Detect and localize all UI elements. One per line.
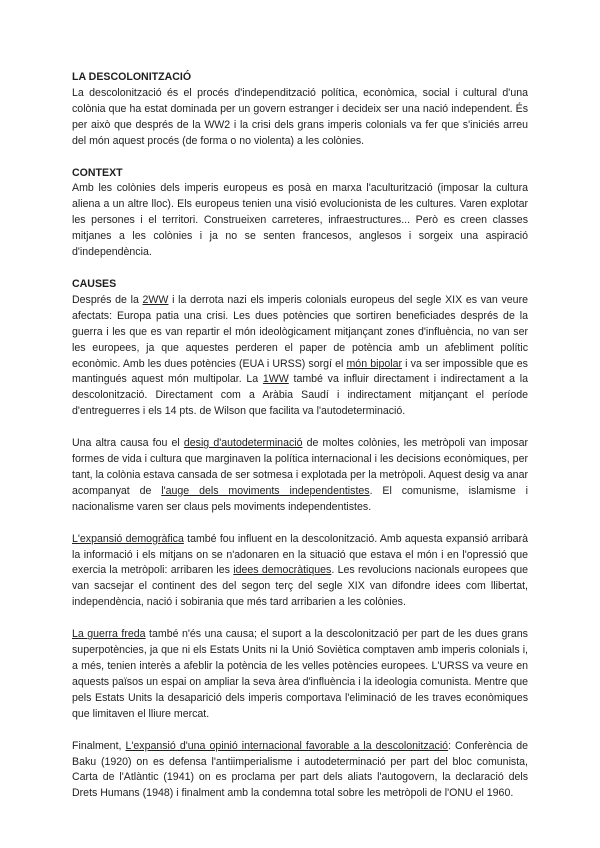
- underlined-auge-moviments: l'auge dels moviments independentistes: [161, 484, 370, 497]
- paragraph-causes-1: Després de la 2WW i la derrota nazi els imperis colonials europeus del segle XIX es van veure afectats: Europa patia una crisi. Les dues potències que sortiren beneficiades després de la guerra i les que es van repartir el món ideològicament mitjançant zones d'influència, no van ser les europees, ja que aquestes perderen el paper de potència amb un afebliment polític econòmic. Amb les dues potències (EUA i URSS) sorgí el món bipolar i va ser impossible que es mantingués aquest món multipolar. La 1WW també va influir directament i indirectament a la descolonització. Directament com a Aràbia Saudí i indirectament mitjançant el període d'entreguerres i els 14 pts. de Wilson que facilita va l'autodeterminació.: [72, 293, 528, 418]
- underlined-2ww: 2WW: [142, 293, 169, 306]
- underlined-desig-autodeterminacio: desig d'autodeterminació: [183, 437, 303, 450]
- document-page: [72, 70, 528, 802]
- heading-context: CONTEXT: [72, 166, 123, 179]
- spacer: [72, 723, 528, 739]
- spacer: [72, 611, 528, 627]
- paragraph-context: Amb les colònies dels imperis europeus es posà en marxa l'aculturització (imposar la cultura aliena a un altre lloc). Els europeus tenien una visió evolucionista de les cultures. Varen explotar les persones i el territori. Construeixen carreteres, infraestructures... Però es creen classes mitjanes a les colònies i ja no se senten francesos, anglesos i sorgeix una aspiració d'independència.: [72, 182, 528, 259]
- spacer: [72, 150, 528, 166]
- paragraph-causes-4: La guerra freda també n'és una causa; el suport a la descolonització per part de les dues grans superpotències, ja que ni els Estats Units ni la Unió Soviètica comptaven amb imperis colonials i, a més, tenien interès a afeblir la potència de les velles potències europees. L'URSS va veure en aquests països un espai on ampliar la seva àrea d'influència i la ideologia comunista. Mentre que pels Estats Units la desaparició dels imperis comportava l'eliminació de les traves econòmiques que limitaven el lliure mercat.: [72, 628, 528, 720]
- spacer: [72, 420, 528, 436]
- heading-causes: CAUSES: [72, 277, 117, 290]
- spacer: [72, 516, 528, 532]
- underlined-1ww: 1WW: [262, 373, 289, 386]
- paragraph-causes-5: Finalment, L'expansió d'una opinió internacional favorable a la descolonització: Conferència de Baku (1920) on es defensa l'antiimperialisme i autodeterminació per part del bloc comunista, Carta de l'Atlàntic (1941) on es proclama per part dels aliats l'autogovern, la declaració dels Drets Humans (1948) i finalment amb la condemna total sobre les metròpoli de l'ONU el 1960.: [72, 739, 528, 800]
- underlined-guerra-freda: La guerra freda: [72, 628, 146, 641]
- underlined-opinio-internacional: L'expansió d'una opinió internacional favorable a la descolonització: [125, 739, 449, 752]
- heading-descolonitzacio: LA DESCOLONITZACIÓ: [72, 71, 192, 83]
- paragraph-causes-2: Una altra causa fou el desig d'autodeterminació de moltes colònies, les metròpoli van imposar formes de vida i cultura que marginaven la política internacional i les decisions econòmiques, per tant, la colònia estava cansada de ser sotmesa i explotada per la metròpoli. Aquest desig va anar acompanyat de l'auge dels moviments independentistes. El comunisme, islamisme i nacionalisme varen ser claus pels moviments independentistes.: [72, 437, 529, 513]
- underlined-idees-democratiques: idees democràtiques: [233, 564, 332, 577]
- underlined-mon-bipolar: món bipolar: [346, 357, 403, 370]
- spacer: [72, 261, 528, 277]
- paragraph-descolonitzacio: La descolonització és el procés d'independització política, econòmica, social i cultural d'una colònia que ha estat dominada per un govern estranger i decideix ser una nació independent. És per això que després de la WW2 i la crisi dels grans imperis colonials va fer que s'iniciés arreu del món aquest procés (de forma o no violenta) a les colònies.: [72, 86, 528, 147]
- underlined-expansio-demografica: L'expansió demogràfica: [72, 532, 184, 545]
- paragraph-causes-3: L'expansió demogràfica també fou influent en la descolonització. Amb aquesta expansió arribarà la informació i els mitjans on se n'adonaren en la situació que estava el món i en l'opressió que exercia la metròpoli: arribaren les idees democràtiques. Les revolucions nacionals europees que van sacsejar el continent des del segon terç del segle XIX van difondre idees com llibertat, independència, nació i sobirania que més tard arribarien a les colònies.: [72, 532, 528, 609]
